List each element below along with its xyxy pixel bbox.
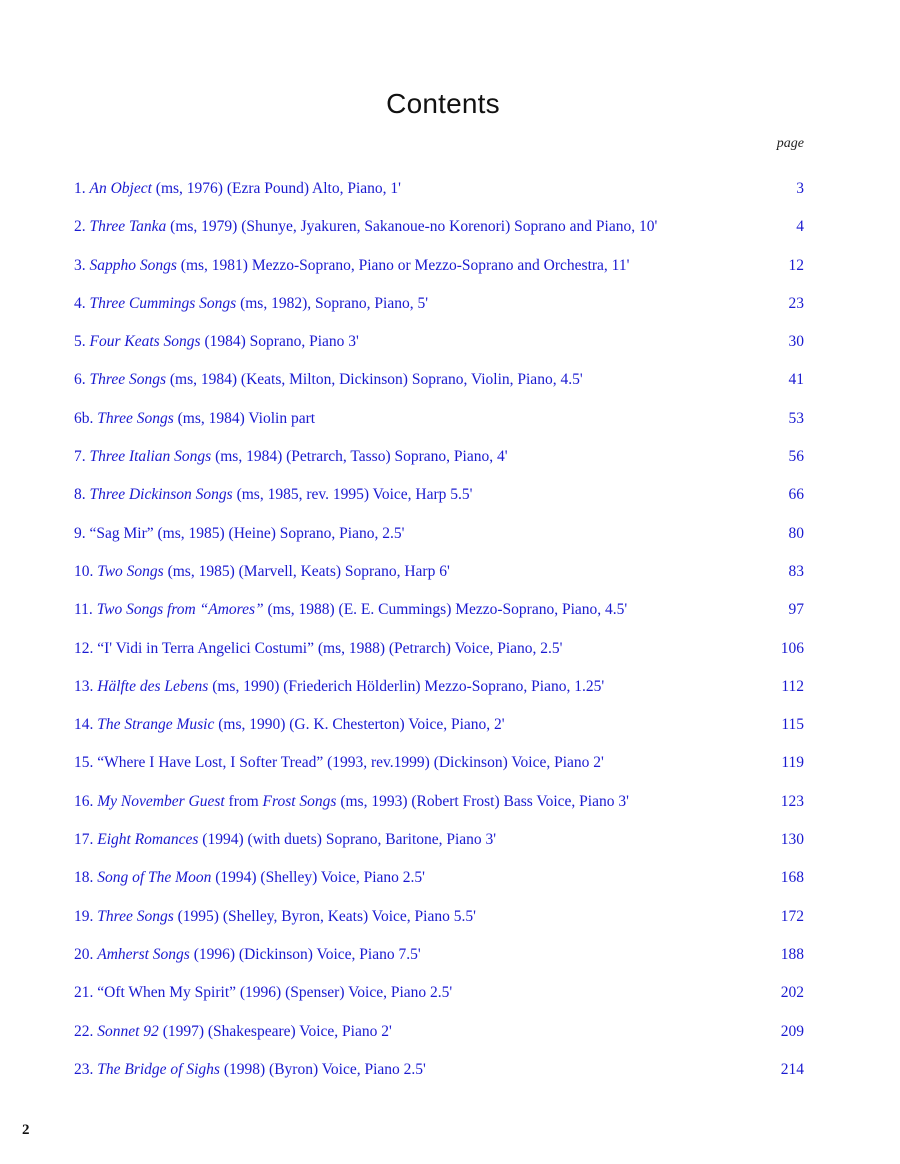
toc-entry-title[interactable] bbox=[74, 706, 505, 744]
toc-entry-title[interactable] bbox=[74, 361, 583, 399]
toc-entry-text: (1998) (Byron) Voice, Piano 2.5' bbox=[219, 1060, 426, 1078]
toc-entry-text: (ms, 1990) (Friederich Hölderlin) Mezzo-Soprano, Piano, 1.25' bbox=[208, 677, 605, 695]
toc-entry-text: (ms, 1976) (Ezra Pound) Alto, Piano, 1' bbox=[151, 180, 401, 197]
toc-entry-text: 22. bbox=[74, 1022, 98, 1040]
toc-entry-text: (ms, 1984) (Keats, Milton, Dickinson) Soprano, Violin, Piano, 4.5' bbox=[166, 371, 583, 389]
toc-entry-page-number[interactable]: 123 bbox=[780, 792, 804, 810]
toc-entry-page-number[interactable]: 119 bbox=[781, 754, 804, 772]
toc-entry-text: (ms, 1979) (Shunye, Jyakuren, Sakanoue-no Korenori) Soprano and Piano, 10' bbox=[166, 218, 658, 236]
toc-entry[interactable] bbox=[74, 898, 804, 936]
toc-entry-text: (1994) (Shelley) Voice, Piano 2.5' bbox=[211, 869, 425, 887]
toc-work-title: Three Tanka bbox=[89, 218, 167, 236]
page-number-folio: 2 bbox=[22, 1122, 30, 1138]
toc-entry-page-number[interactable]: 4 bbox=[796, 218, 804, 236]
toc-work-title: Two Songs bbox=[97, 562, 164, 580]
toc-entry-text: (1995) (Shelley, Byron, Keats) Voice, Piano 5.5' bbox=[173, 907, 476, 925]
toc-work-title: Three Dickinson Songs bbox=[89, 486, 233, 504]
toc-entry-page-number[interactable]: 188 bbox=[780, 945, 804, 963]
toc-work-title: Three Songs bbox=[97, 907, 174, 925]
toc-entry-text: (ms, 1985) (Marvell, Keats) Soprano, Harp 6' bbox=[163, 562, 450, 580]
toc-entry-text: 5. bbox=[74, 333, 90, 351]
toc-entry-text: 21. “Oft When My Spirit” (1996) (Spenser) Voice, Piano 2.5' bbox=[74, 984, 453, 1002]
toc-entry-title[interactable] bbox=[74, 1013, 392, 1051]
toc-entry[interactable] bbox=[74, 476, 804, 514]
toc-entry[interactable] bbox=[74, 936, 804, 974]
toc-entry[interactable] bbox=[74, 400, 804, 438]
toc-entry-text: (ms, 1984) Violin part bbox=[173, 409, 316, 427]
toc-entry[interactable] bbox=[74, 323, 804, 361]
toc-work-title: The Strange Music bbox=[97, 716, 215, 734]
toc-entry-title[interactable] bbox=[74, 591, 627, 629]
toc-entry[interactable] bbox=[74, 285, 804, 323]
toc-entry-page-number[interactable]: 23 bbox=[788, 294, 804, 312]
toc-entry-text: 4. bbox=[74, 294, 90, 312]
toc-entry-text: 23. bbox=[74, 1060, 98, 1078]
toc-entry-text: from bbox=[224, 792, 263, 810]
toc-entry-page-number[interactable]: 80 bbox=[788, 524, 804, 542]
toc-entry-title[interactable] bbox=[74, 515, 404, 553]
toc-entry-text: 8. bbox=[74, 486, 90, 504]
toc-entry[interactable] bbox=[74, 438, 804, 476]
toc-entry-title[interactable] bbox=[74, 438, 508, 476]
toc-entry-text: 20. bbox=[74, 945, 98, 963]
toc-entry-page-number[interactable]: 12 bbox=[788, 256, 804, 274]
toc-work-title: Three Cummings Songs bbox=[89, 294, 237, 312]
toc-entry[interactable] bbox=[74, 974, 804, 1012]
toc-entry-page-number[interactable]: 112 bbox=[781, 677, 804, 695]
toc-entry-text: 15. “Where I Have Lost, I Softer Tread” (1993, rev.1999) (Dickinson) Voice, Piano 2' bbox=[74, 754, 604, 772]
toc-entry-text: 11. bbox=[74, 601, 97, 619]
toc-entry[interactable] bbox=[74, 859, 804, 897]
toc-entry-title[interactable] bbox=[74, 1051, 426, 1089]
toc-entry-text: 3. bbox=[74, 256, 90, 274]
toc-entry-text: 10. bbox=[74, 562, 98, 580]
toc-work-title: An Object bbox=[89, 180, 152, 197]
toc-entry-text: 2. bbox=[74, 218, 90, 236]
toc-entry-page-number[interactable]: 115 bbox=[781, 716, 804, 734]
toc-entry-text: 12. “I' Vidi in Terra Angelici Costumi” (ms, 1988) (Petrarch) Voice, Piano, 2.5' bbox=[74, 639, 563, 657]
toc-entry-page-number[interactable]: 53 bbox=[788, 409, 804, 427]
toc-entry[interactable] bbox=[74, 515, 804, 553]
table-of-contents bbox=[74, 170, 804, 1089]
toc-entry-title[interactable] bbox=[74, 630, 562, 668]
toc-work-title: Four Keats Songs bbox=[89, 333, 201, 351]
toc-entry[interactable] bbox=[74, 706, 804, 744]
toc-entry-text: 14. bbox=[74, 716, 98, 734]
toc-entry-page-number[interactable]: 168 bbox=[780, 869, 804, 887]
toc-work-title: Two Songs from “Amores” bbox=[96, 601, 264, 619]
toc-entry-title[interactable] bbox=[74, 936, 421, 974]
toc-work-title: The Bridge of Sighs bbox=[97, 1060, 220, 1078]
toc-entry-text: (ms, 1984) (Petrarch, Tasso) Soprano, Piano, 4' bbox=[211, 448, 508, 466]
toc-entry-title[interactable] bbox=[74, 898, 476, 936]
toc-work-title: Three Songs bbox=[89, 371, 166, 389]
toc-entry[interactable] bbox=[74, 668, 804, 706]
page-column-label: page bbox=[776, 136, 804, 151]
toc-entry-text: (1996) (Dickinson) Voice, Piano 7.5' bbox=[189, 945, 421, 963]
toc-entry-page-number[interactable]: 3 bbox=[796, 180, 804, 197]
toc-entry-title[interactable] bbox=[74, 821, 496, 859]
toc-entry[interactable] bbox=[74, 591, 804, 629]
toc-entry-text: 13. bbox=[74, 677, 98, 695]
toc-work-title: Sonnet 92 bbox=[97, 1022, 159, 1040]
toc-work-title: Sappho Songs bbox=[89, 256, 177, 274]
toc-work-title: Amherst Songs bbox=[97, 945, 190, 963]
toc-entry-text: (ms, 1988) (E. E. Cummings) Mezzo-Soprano, Piano, 4.5' bbox=[263, 601, 628, 619]
toc-entry[interactable] bbox=[74, 783, 804, 821]
toc-entry-page-number[interactable]: 202 bbox=[780, 984, 804, 1002]
toc-entry-title[interactable] bbox=[74, 744, 604, 782]
toc-entry-text: 16. bbox=[74, 792, 98, 810]
toc-work-title: Hälfte des Lebens bbox=[97, 677, 209, 695]
toc-entry-title[interactable] bbox=[74, 208, 657, 246]
toc-entry-text: 6b. bbox=[74, 409, 98, 427]
toc-entry-title[interactable] bbox=[74, 285, 428, 323]
toc-entry-page-number[interactable]: 130 bbox=[780, 831, 804, 849]
toc-entry[interactable] bbox=[74, 247, 804, 285]
toc-entry[interactable] bbox=[74, 553, 804, 591]
toc-entry-text: 6. bbox=[74, 371, 90, 389]
toc-entry-page-number[interactable]: 30 bbox=[788, 333, 804, 351]
toc-entry[interactable] bbox=[74, 361, 804, 399]
toc-entry-text: 19. bbox=[74, 907, 98, 925]
toc-entry-title[interactable] bbox=[74, 476, 472, 514]
toc-entry[interactable] bbox=[74, 1013, 804, 1051]
toc-entry-title[interactable] bbox=[74, 247, 629, 285]
toc-work-title: Song of The Moon bbox=[97, 869, 212, 887]
toc-work-title: Three Italian Songs bbox=[89, 448, 212, 466]
page-title: Contents bbox=[386, 88, 500, 119]
toc-entry-text: 18. bbox=[74, 869, 98, 887]
toc-entry-title[interactable] bbox=[74, 668, 604, 706]
toc-work-title: Three Songs bbox=[97, 409, 174, 427]
toc-entry-page-number[interactable]: 209 bbox=[780, 1022, 804, 1040]
toc-entry[interactable] bbox=[74, 208, 804, 246]
toc-entry[interactable] bbox=[74, 630, 804, 668]
toc-entry-text: (1984) Soprano, Piano 3' bbox=[200, 333, 359, 351]
toc-entry-page-number[interactable]: 214 bbox=[780, 1060, 804, 1078]
toc-entry-page-number[interactable]: 66 bbox=[788, 486, 804, 504]
toc-entry-text: (1997) (Shakespeare) Voice, Piano 2' bbox=[158, 1022, 392, 1040]
toc-entry[interactable] bbox=[74, 821, 804, 859]
toc-entry[interactable] bbox=[74, 744, 804, 782]
toc-work-title: Eight Romances bbox=[97, 831, 199, 849]
toc-entry-title[interactable] bbox=[74, 859, 425, 897]
toc-entry-text: 1. bbox=[74, 180, 90, 197]
toc-entry-text: (ms, 1985, rev. 1995) Voice, Harp 5.5' bbox=[232, 486, 473, 504]
toc-entry-page-number[interactable]: 97 bbox=[788, 601, 804, 619]
toc-work-title: My November Guest bbox=[97, 792, 225, 810]
toc-entry-title[interactable] bbox=[74, 400, 315, 438]
toc-entry-page-number[interactable]: 106 bbox=[780, 639, 804, 657]
toc-entry-text: (ms, 1993) (Robert Frost) Bass Voice, Piano 3' bbox=[336, 792, 629, 810]
toc-entry-text: (ms, 1982), Soprano, Piano, 5' bbox=[236, 294, 428, 312]
toc-entry-text: (1994) (with duets) Soprano, Baritone, Piano 3' bbox=[198, 831, 497, 849]
toc-entry-title[interactable] bbox=[74, 783, 629, 821]
toc-entry-title[interactable] bbox=[74, 170, 401, 208]
toc-entry-title[interactable] bbox=[74, 974, 452, 1012]
toc-entry[interactable] bbox=[74, 170, 804, 208]
toc-entry-page-number[interactable]: 83 bbox=[788, 562, 804, 580]
toc-entry-text: 9. “Sag Mir” (ms, 1985) (Heine) Soprano, Piano, 2.5' bbox=[74, 524, 405, 542]
toc-entry[interactable] bbox=[74, 1051, 804, 1089]
toc-entry-text: (ms, 1981) Mezzo-Soprano, Piano or Mezzo-Soprano and Orchestra, 11' bbox=[176, 256, 630, 274]
toc-entry-title[interactable] bbox=[74, 553, 450, 591]
toc-entry-title[interactable] bbox=[74, 323, 359, 361]
toc-entry-page-number[interactable]: 41 bbox=[788, 371, 804, 389]
toc-entry-text: (ms, 1990) (G. K. Chesterton) Voice, Piano, 2' bbox=[214, 716, 505, 734]
toc-entry-page-number[interactable]: 56 bbox=[788, 448, 804, 466]
toc-work-title: Frost Songs bbox=[262, 792, 337, 810]
toc-entry-page-number[interactable]: 172 bbox=[780, 907, 804, 925]
toc-entry-text: 17. bbox=[74, 831, 98, 849]
toc-entry-text: 7. bbox=[74, 448, 90, 466]
